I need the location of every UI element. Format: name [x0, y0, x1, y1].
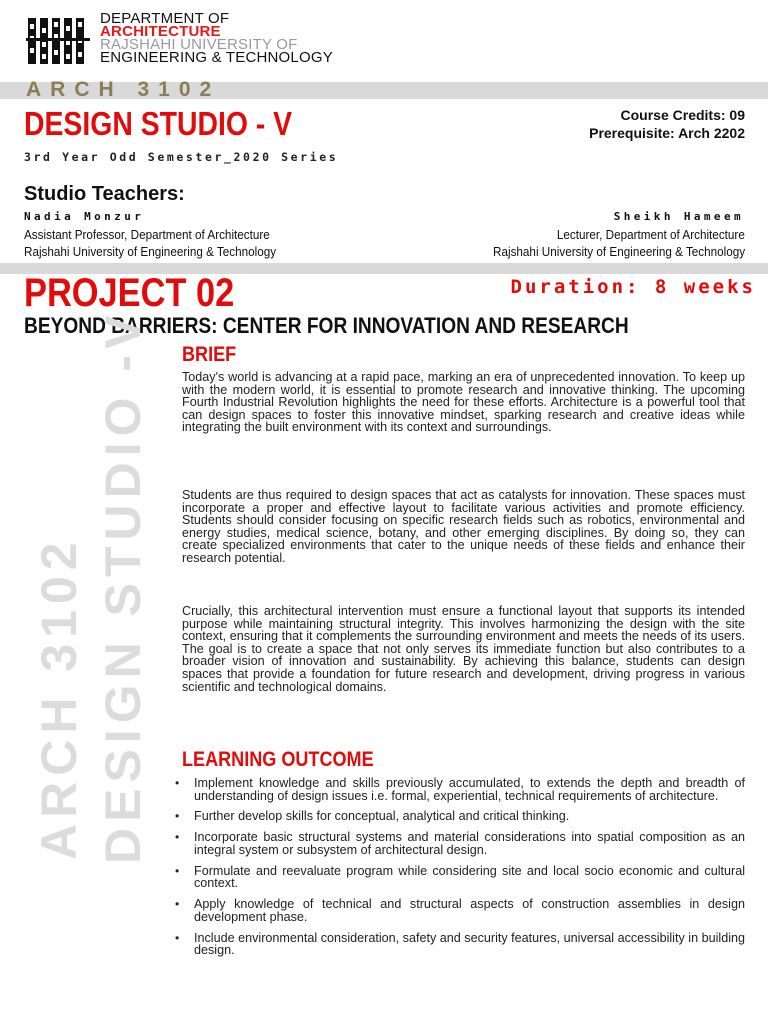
teacher-2-name: Sheikh Hameem	[613, 210, 744, 223]
dept-line-4: ENGINEERING & TECHNOLOGY	[100, 49, 333, 66]
list-item-text: Further develop skills for conceptual, analytical and critical thinking.	[194, 809, 570, 824]
list-item	[173, 898, 745, 923]
department-logo	[26, 14, 90, 68]
brief-heading: BRIEF	[182, 343, 237, 366]
bullet-icon: •	[175, 930, 180, 945]
bullet-icon: •	[175, 809, 180, 824]
course-code: ARCH 3102	[26, 78, 221, 101]
list-item-text: Apply knowledge of technical and structural aspects of construction assemblies in design development phase.	[194, 897, 745, 924]
list-item	[173, 932, 745, 957]
list-item-text: Formulate and reevaluate program while considering site and local socio economic and cultural context.	[194, 863, 745, 891]
teacher-2-institution: Rajshahi University of Engineering & Technology	[492, 244, 745, 259]
studio-teachers-heading: Studio Teachers:	[24, 183, 185, 205]
project-subtitle: BEYOND BARRIERS: CENTER FOR INNOVATION AND RESEARCH	[24, 313, 629, 338]
project-title: PROJECT 02	[24, 271, 235, 315]
list-item	[173, 810, 745, 823]
learning-outcome-heading: LEARNING OUTCOME	[182, 748, 374, 771]
list-item-text: Include environmental consideration, safety and security features, universal accessibility in building design.	[194, 930, 745, 958]
side-watermark-line-2: DESIGN STUDIO -V	[95, 309, 151, 864]
brief-paragraph-1: Today's world is advancing at a rapid pace, marking an era of unprecedented innovation. To keep up with the modern world, it is essential to promote research and innovative thinking. The upcoming Fourth Industrial Revolution highlights the need for these efforts. Architecture is a powerful tool that can design spaces to foster this innovative mindset, sparking research and creative ideas while integrating the built environment with its context and surroundings.	[182, 370, 745, 435]
teacher-1-institution: Rajshahi University of Engineering & Technology	[24, 244, 277, 259]
learning-outcome-list	[173, 777, 745, 965]
bullet-icon: •	[175, 776, 180, 790]
brief-paragraph-3: Crucially, this architectural intervention must ensure a functional layout that supports its intended purpose while maintaining structural integrity. This involves harmonizing the design with the site context, ensuring that it complements the surrounding environment and meets the needs of its users. The goal is to create a space that not only serves its immediate function but also contributes to a broader vision of innovation and sustainability. By achieving this balance, students can design spaces that provide a foundation for future research and development, driving progress in various scientific and technological domains.	[182, 604, 745, 694]
teacher-2-title: Lecturer, Department of Architecture	[557, 227, 745, 242]
course-prerequisite: Prerequisite: Arch 2202	[589, 125, 745, 141]
brief-paragraph-2: Students are thus required to design spaces that act as catalysts for innovation. These spaces must incorporate a proper and effective layout to facilitate various activities and promote efficiency. Students should consider focusing on specific research fields such as robotics, environmental and energy studies, medical science, botany, and other emerging disciplines. By doing so, they can create specialized environments that cater to the unique needs of these fields and enhance their research potential.	[182, 488, 745, 565]
dept-line-2: ARCHITECTURE	[100, 23, 221, 40]
semester-line: 3rd Year Odd Semester_2020 Series	[24, 150, 339, 164]
course-credits: Course Credits: 09	[620, 107, 745, 123]
teacher-1-name: Nadia Monzur	[24, 210, 145, 223]
teacher-1-title: Assistant Professor, Department of Architecture	[24, 227, 270, 242]
side-watermark-line-1: ARCH 3102	[31, 536, 87, 860]
dept-line-3: RAJSHAHI UNIVERSITY OF	[100, 36, 298, 53]
project-duration: Duration: 8 weeks	[510, 276, 756, 298]
bullet-icon: •	[175, 830, 180, 845]
list-item	[173, 777, 745, 802]
list-item-text: Implement knowledge and skills previously accumulated, to extends the depth and breadth of understanding of design issues i.e. formal, experiential, technical requirements of architecture.	[194, 776, 745, 803]
list-item	[173, 831, 745, 856]
bullet-icon: •	[175, 897, 180, 912]
course-title: DESIGN STUDIO - V	[24, 105, 293, 142]
list-item-text: Incorporate basic structural systems and material considerations into spatial composition as an integral system or subsystem of architectural design.	[194, 830, 745, 857]
side-watermark	[24, 309, 151, 870]
bullet-icon: •	[175, 863, 180, 878]
list-item	[173, 865, 745, 890]
dept-line-1: DEPARTMENT OF	[100, 10, 230, 27]
